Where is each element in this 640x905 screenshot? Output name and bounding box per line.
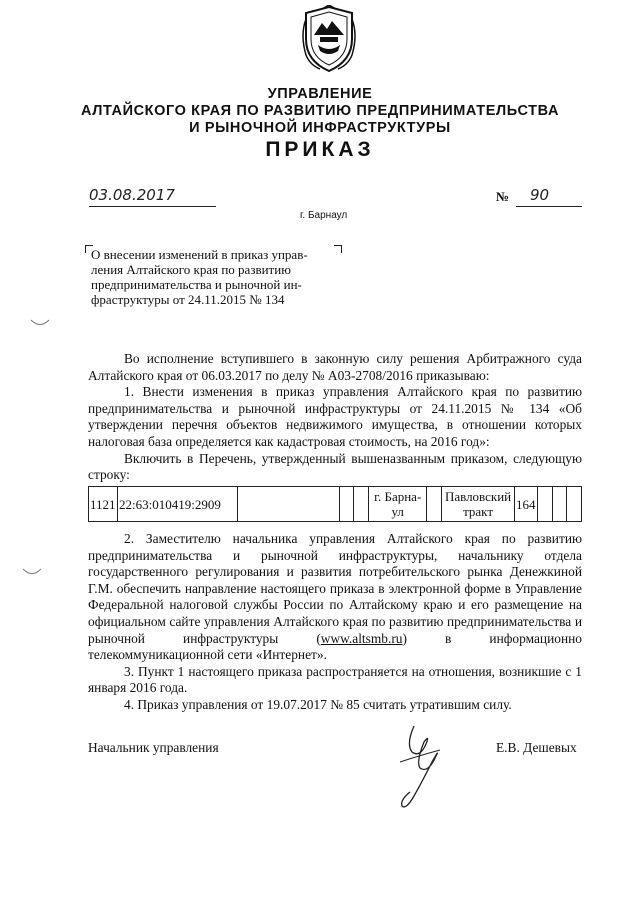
cell-cadastral-number: 22:63:010419:2909 (117, 487, 237, 522)
order-subject (91, 247, 335, 307)
paragraph-item-2 (88, 531, 582, 664)
cell-empty (339, 487, 354, 522)
number-field (516, 186, 582, 207)
paragraph-item-1: 1. Внести изменения в приказ управления Алтайского края по развитию предпринимательства и рыночной инфраструктуры от 24.11.2015 № 134 «Об утверждении перечня объектов недвижимого имущества, в отношении которых налоговая база определяется как кадастровая стоимость, на 2016 год»: (88, 384, 582, 449)
body-part-2 (88, 531, 582, 714)
cell-empty (237, 487, 339, 522)
cell-row-number: 1121 (89, 487, 118, 522)
paragraph-item-4: 4. Приказ управления от 19.07.2017 № 85 считать утратившим силу. (124, 696, 512, 712)
street-part: Павловский (444, 489, 512, 504)
body-part-1 (88, 351, 582, 484)
agency-name-line3: И РЫНОЧНОЙ ИНФРАСТРУКТУРЫ (189, 120, 451, 136)
signer-name: Е.В. Дешевых (496, 740, 577, 755)
subject-line: ления Алтайского края по развитию (91, 262, 291, 277)
margin-mark (30, 318, 50, 330)
website-link[interactable]: www.altsmb.ru (320, 630, 403, 646)
cell-empty (537, 487, 552, 522)
property-table-row (88, 486, 582, 522)
city-label: г. Барнаул (300, 210, 348, 221)
document-title: ПРИКАЗ (265, 138, 375, 161)
paragraph-preamble: Во исполнение вступившего в законную силу решения Арбитражного суда Алтайского края от 06.03.2017 по делу № А03-2708/2016 приказываю: (88, 351, 582, 383)
cell-empty (354, 487, 369, 522)
city-part: г. Барна- (374, 489, 422, 504)
bracket-top-right (334, 245, 342, 253)
cell-house: 164 (514, 487, 537, 522)
item-2-text-end: ) в информационно телекоммуникационной сети «Интернет». (88, 630, 582, 663)
coat-of-arms-emblem (300, 5, 358, 75)
number-handwritten: 90 (530, 186, 550, 204)
number-label: № (496, 189, 510, 204)
agency-name-line2: АЛТАЙСКОГО КРАЯ ПО РАЗВИТИЮ ПРЕДПРИНИМАТЕЛЬСТВА (80, 103, 560, 119)
date-handwritten: 03.08.2017 (89, 186, 175, 204)
cell-city (368, 487, 426, 522)
signer-position: Начальник управления (88, 740, 219, 755)
subject-line: предпринимательства и рыночной ин- (91, 277, 302, 292)
paragraph-include: Включить в Перечень, утвержденный вышеназванным приказом, следующую строку: (88, 450, 582, 483)
agency-name-line1: УПРАВЛЕНИЕ (267, 86, 373, 102)
cell-street (442, 487, 515, 522)
cell-empty (427, 487, 442, 522)
item-2-text: 2. Заместителю начальника управления Алтайского края по развитию предпринимательства и рыночной инфраструктуры, начальнику отдела государственного регулирования и развития потребительского рынка Денежкиной Г.М. обеспечить направление настоящего приказа в электронной форме в Управление Федеральной налоговой службы России по Алтайскому краю и его размещение на официальном сайте управления Алтайского края по развитию предпринимательства и рыночной инфраструктуры ( (88, 531, 582, 646)
cell-empty (552, 487, 567, 522)
city-part: ул (391, 504, 404, 519)
street-part: тракт (463, 504, 493, 519)
paragraph-item-3: 3. Пункт 1 настоящего приказа распространяется на отношения, возникшие с 1 января 2016 года. (88, 663, 582, 696)
handwritten-signature (392, 722, 452, 814)
date-field (89, 186, 216, 207)
cell-empty (567, 487, 582, 522)
subject-line: О внесении изменений в приказ управ- (91, 247, 308, 262)
subject-line: фраструктуры от 24.11.2015 № 134 (91, 292, 285, 307)
margin-mark (22, 567, 42, 579)
